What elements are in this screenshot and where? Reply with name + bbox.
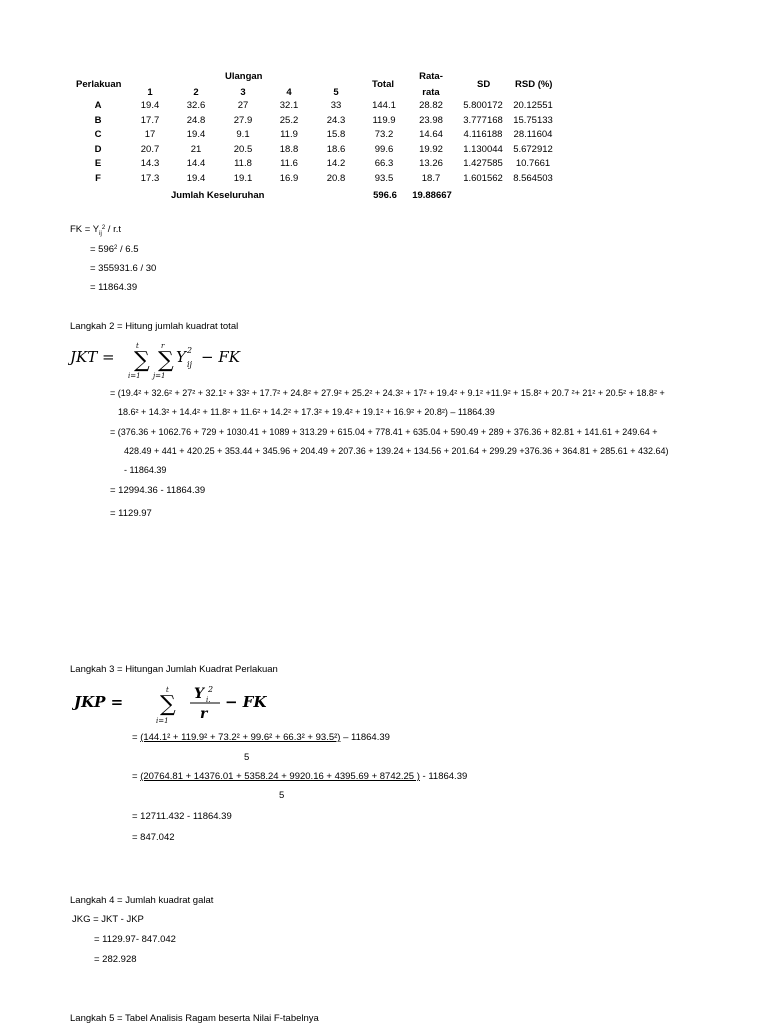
table-cell: 17 <box>144 129 156 141</box>
step4-title: Langkah 4 = Jumlah kuadrat galat <box>70 895 214 906</box>
svg-text:∑: ∑ <box>158 348 174 373</box>
table-cell: 27 <box>237 100 249 111</box>
header-total: Total <box>372 79 394 90</box>
svg-text:JKP =: JKP = <box>74 693 124 711</box>
jkp-line-2: = (20764.81 + 14376.01 + 5358.24 + 9920.16 + 4395.69 + 8742.25 ) - 11864.39 <box>132 771 468 782</box>
rsd-cell: 28.11604 <box>513 129 553 141</box>
table-cell: 32.1 <box>279 100 299 111</box>
total-cell: 119.9 <box>372 114 396 126</box>
svg-text:− FK: − FK <box>201 348 240 366</box>
jkp-line-1: = (144.1² + 119.9² + 73.2² + 99.6² + 66.3² + 93.5²) – 11864.39 <box>132 732 390 743</box>
row-label: D <box>94 143 102 155</box>
step3-title: Langkah 3 = Hitungan Jumlah Kuadrat Perlakuan <box>70 664 278 675</box>
step5-title: Langkah 5 = Tabel Analisis Ragam beserta Nilai F-tabelnya <box>70 1013 319 1024</box>
sd-cell: 1.601562 <box>463 173 503 184</box>
table-cell: 14.4 <box>186 158 206 170</box>
jkt-line-3: = (376.36 + 1062.76 + 729 + 1030.41 + 1089 + 313.29 + 615.04 + 778.41 + 635.04 + 590.49 + 289 + 376.36 + 82.81 + 141.61 + 249.64 + <box>110 427 658 437</box>
table-cell: 14.3 <box>140 158 160 170</box>
table-cell: 17.3 <box>140 173 160 184</box>
total-cell: 66.3 <box>374 158 394 170</box>
footer-label: Jumlah Keseluruhan <box>171 190 265 201</box>
table-cell: 18.6 <box>326 143 346 155</box>
jkp-result: = 847.042 <box>132 832 175 843</box>
table-cell: 15.8 <box>326 129 346 141</box>
table-cell: 20.7 <box>140 143 160 155</box>
jkt-line-5: - 11864.39 <box>124 465 167 475</box>
fk-line-1: FK = $Y_{ij}^2 / r.t$ <box>70 224 121 237</box>
svg-text:2: 2 <box>187 346 193 355</box>
row-label: E <box>94 158 102 170</box>
sd-cell: 1.427585 <box>463 158 503 170</box>
footer-rata: 19.88667 <box>412 190 452 201</box>
svg-text:r: r <box>200 706 208 722</box>
jkg-result: = 282.928 <box>94 954 137 965</box>
table-cell: 18.8 <box>279 143 299 155</box>
fk-line-4: = 11864.39 <box>90 282 138 293</box>
rata-cell: 28.82 <box>419 100 443 111</box>
table-cell: 33 <box>330 100 342 111</box>
row-label: F <box>95 173 101 184</box>
jkp-line-1-denominator: 5 <box>244 752 250 763</box>
header-ulangan: Ulangan <box>225 71 263 82</box>
jkt-line-4: 428.49 + 441 + 420.25 + 353.44 + 345.96 + 204.49 + 207.36 + 139.24 + 134.56 + 201.64 + 299.29 +376.36 + 364.81 + 285.61 + 432.64) <box>124 446 669 456</box>
sd-cell: 5.800172 <box>463 100 503 111</box>
svg-text:2: 2 <box>208 685 214 694</box>
rsd-cell: 20.12551 <box>513 100 553 111</box>
total-cell: 73.2 <box>374 129 394 141</box>
jkt-line-6: = 12994.36 - 11864.39 <box>110 485 206 496</box>
table-cell: 27.9 <box>233 114 253 126</box>
svg-text:i=1: i=1 <box>128 372 141 380</box>
svg-text:ij: ij <box>187 360 193 369</box>
header-perlakuan: Perlakuan <box>76 79 122 90</box>
rata-cell: 19.92 <box>419 143 443 155</box>
step2-title: Langkah 2 = Hitung jumlah kuadrat total <box>70 321 239 332</box>
table-cell: 19.1 <box>233 173 253 184</box>
jkg-line-1: JKG = JKT - JKP <box>72 914 144 925</box>
svg-text:r: r <box>161 342 165 350</box>
svg-text:∑: ∑ <box>134 348 150 373</box>
row-label: A <box>94 100 102 111</box>
svg-text:i.: i. <box>206 696 211 704</box>
svg-text:j=1: j=1 <box>153 372 166 380</box>
header-rep-5: 5 <box>333 87 339 98</box>
footer-total: 596.6 <box>373 190 397 201</box>
rata-cell: 23.98 <box>419 114 443 126</box>
svg-text:JKT =: JKT = <box>70 348 115 366</box>
header-rata-2: rata <box>422 87 440 98</box>
svg-text:− FK: − FK <box>225 693 267 711</box>
fk-line-2: = $596^2 / 6.5$ <box>90 244 139 255</box>
table-cell: 17.7 <box>140 114 160 126</box>
svg-text:t: t <box>136 342 139 350</box>
jkt-line-2: 18.6² + 14.3² + 14.4² + 11.8² + 11.6² + 14.2² + 17.3² + 19.4² + 19.1² + 16.9² + 20.8²) – 11864.39 <box>118 407 495 417</box>
svg-text:∑: ∑ <box>160 692 176 717</box>
jkp-line-2-denominator: 5 <box>279 790 285 801</box>
header-rep-4: 4 <box>286 87 292 98</box>
rsd-cell: 8.564503 <box>513 173 553 184</box>
table-cell: 11.6 <box>280 158 298 170</box>
svg-text:i=1: i=1 <box>156 717 169 725</box>
table-cell: 14.2 <box>326 158 346 170</box>
sd-cell: 3.777168 <box>463 114 503 126</box>
rsd-cell: 10.7661 <box>515 158 551 170</box>
row-label: C <box>94 129 102 141</box>
svg-text:Y: Y <box>194 686 204 702</box>
jkt-result: = 1129.97 <box>110 508 152 519</box>
header-sd: SD <box>477 79 491 90</box>
fk-line-3: = 355931.6 / 30 <box>90 263 157 274</box>
table-cell: 24.3 <box>326 114 346 126</box>
table-cell: 9.1 <box>236 129 250 141</box>
sd-cell: 1.130044 <box>463 143 503 155</box>
table-cell: 11.8 <box>234 158 252 170</box>
header-rep-1: 1 <box>147 87 153 98</box>
table-cell: 21 <box>190 143 202 155</box>
jkg-line-2: = 1129.97- 847.042 <box>94 934 176 945</box>
row-label: B <box>94 114 102 126</box>
rsd-cell: 15.75133 <box>513 114 553 126</box>
header-rep-2: 2 <box>193 87 199 98</box>
total-cell: 99.6 <box>374 143 394 155</box>
header-rep-3: 3 <box>240 87 246 98</box>
jkt-line-1: = (19.4² + 32.6² + 27² + 32.1² + 33² + 17.7² + 24.8² + 27.9² + 25.2² + 24.3² + 17² + 19.4² + 9.1² +11.9² + 15.8² + 20.7 ²+ 21² + 20.5² + 18.8² + <box>110 388 665 398</box>
total-cell: 93.5 <box>374 173 394 184</box>
header-rsd: RSD (%) <box>515 79 553 90</box>
table-cell: 25.2 <box>279 114 299 126</box>
jkp-line-3: = 12711.432 - 11864.39 <box>132 811 232 822</box>
rata-cell: 14.64 <box>419 129 443 141</box>
table-cell: 20.5 <box>233 143 253 155</box>
total-cell: 144.1 <box>372 100 396 111</box>
svg-text:t: t <box>166 686 169 694</box>
svg-text:Y: Y <box>176 348 186 366</box>
header-rata-1: Rata- <box>419 71 443 82</box>
jkp-formula <box>72 680 272 728</box>
table-cell: 24.8 <box>186 114 206 126</box>
table-cell: 19.4 <box>186 173 206 184</box>
sd-cell: 4.116188 <box>463 129 503 141</box>
table-cell: 11.9 <box>280 129 298 141</box>
table-cell: 16.9 <box>279 173 299 184</box>
rata-cell: 18.7 <box>421 173 441 184</box>
rata-cell: 13.26 <box>419 158 443 170</box>
table-cell: 19.4 <box>186 129 206 141</box>
table-cell: 19.4 <box>140 100 160 111</box>
table-cell: 20.8 <box>326 173 346 184</box>
rsd-cell: 5.672912 <box>513 143 553 155</box>
jkt-formula <box>68 338 258 384</box>
table-cell: 32.6 <box>186 100 206 111</box>
